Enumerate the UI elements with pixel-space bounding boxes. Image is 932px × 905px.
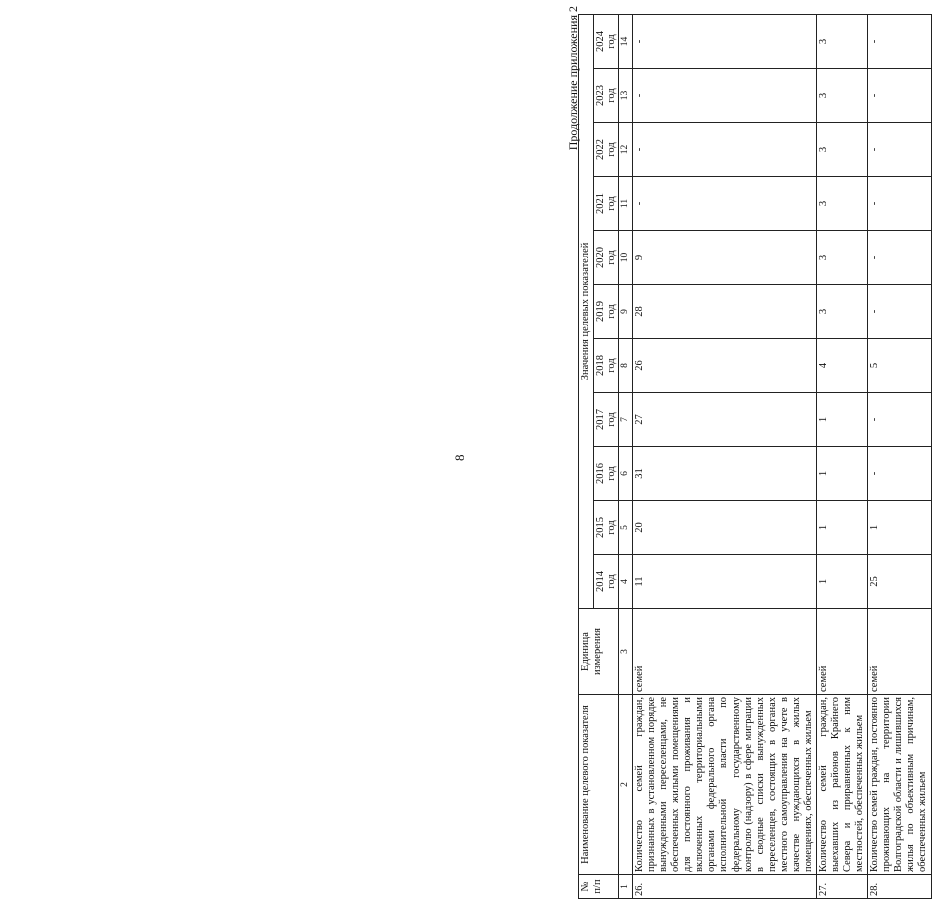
column-index: 2 <box>619 695 633 875</box>
column-index: 1 <box>619 875 633 899</box>
year-value: 2017 <box>595 409 607 430</box>
value-cell: 5 <box>868 339 931 393</box>
value-cell: 1 <box>816 393 867 447</box>
year-value: 2019 <box>595 301 607 322</box>
value-cell: - <box>868 231 931 285</box>
value-cell: 3 <box>816 123 867 177</box>
value-cell: 3 <box>816 177 867 231</box>
value-cell: - <box>868 177 931 231</box>
value-cell: 4 <box>816 339 867 393</box>
value-cell: - <box>633 69 817 123</box>
value-cell: 1 <box>816 555 867 609</box>
value-cell: 11 <box>633 555 817 609</box>
value-cell: - <box>868 123 931 177</box>
value-cell: 1 <box>816 447 867 501</box>
year-header <box>594 231 619 285</box>
header-values-group: Значения целевых показателей <box>579 14 594 608</box>
value-cell: - <box>633 14 817 68</box>
indicator-name: Количество семей граждан, признанных в установленном порядке вынужденными переселенцами, не обеспеченных жилыми помещениями для постоянного проживания и включенных территориальными органами федерального органа исполнительной власти по федеральному государственному контролю (надзору) в сфере миграции в сводные списки вынужденных переселенцев, состоящих в органах местного самоуправления на учете в качестве нуждающихся в жилых помещениях, обеспеченных жильем <box>633 695 817 875</box>
value-cell: 3 <box>816 231 867 285</box>
year-header <box>594 69 619 123</box>
value-cell: - <box>868 447 931 501</box>
year-suffix: год <box>606 358 618 373</box>
year-suffix: год <box>606 574 618 589</box>
year-value: 2022 <box>595 139 607 160</box>
column-index-row <box>619 14 633 898</box>
indicators-table <box>578 14 932 899</box>
year-value: 2016 <box>595 463 607 484</box>
column-index: 7 <box>619 393 633 447</box>
value-cell: 1 <box>816 501 867 555</box>
value-cell: 3 <box>816 69 867 123</box>
year-value: 2023 <box>595 85 607 106</box>
value-cell: 28 <box>633 285 817 339</box>
year-suffix: год <box>606 34 618 49</box>
value-cell: 9 <box>633 231 817 285</box>
column-index: 10 <box>619 231 633 285</box>
year-suffix: год <box>606 196 618 211</box>
unit-cell: семей <box>633 609 817 695</box>
row-number: 28. <box>868 875 931 899</box>
table-row <box>633 14 817 898</box>
year-suffix: год <box>606 88 618 103</box>
header-unit: Единица измерения <box>579 609 619 695</box>
year-value: 2021 <box>595 193 607 214</box>
header-name: Наименование целевого показателя <box>579 695 619 875</box>
value-cell: - <box>633 177 817 231</box>
column-index: 14 <box>619 14 633 68</box>
value-cell: 26 <box>633 339 817 393</box>
row-number: 27. <box>816 875 867 899</box>
value-cell: 3 <box>816 14 867 68</box>
value-cell: 31 <box>633 447 817 501</box>
table-row <box>868 14 931 898</box>
value-cell: 27 <box>633 393 817 447</box>
year-suffix: год <box>606 250 618 265</box>
year-header <box>594 393 619 447</box>
column-index: 13 <box>619 69 633 123</box>
value-cell: - <box>868 14 931 68</box>
column-index: 5 <box>619 501 633 555</box>
year-suffix: год <box>606 304 618 319</box>
year-value: 2024 <box>595 30 607 52</box>
value-cell: 25 <box>868 555 931 609</box>
year-value: 2015 <box>595 517 607 538</box>
year-header <box>594 501 619 555</box>
year-header <box>594 447 619 501</box>
column-index: 4 <box>619 555 633 609</box>
unit-cell: семей <box>816 609 867 695</box>
year-suffix: год <box>606 520 618 535</box>
year-header <box>594 177 619 231</box>
year-suffix: год <box>606 142 618 157</box>
column-index: 9 <box>619 285 633 339</box>
value-cell: - <box>868 69 931 123</box>
column-index: 12 <box>619 123 633 177</box>
table-row <box>816 14 867 898</box>
year-header <box>594 555 619 609</box>
value-cell: 20 <box>633 501 817 555</box>
value-cell: 1 <box>868 501 931 555</box>
indicator-name: Количество семей граждан, выехавших из районов Крайнего Севера и приравненных к ним местностей, обеспеченных жильем <box>816 695 867 875</box>
value-cell: - <box>868 285 931 339</box>
year-suffix: год <box>606 412 618 427</box>
page-number: 8 <box>452 454 467 461</box>
year-value: 2018 <box>595 355 607 376</box>
table-body <box>633 14 932 898</box>
year-header <box>594 339 619 393</box>
unit-cell: семей <box>868 609 931 695</box>
column-index: 6 <box>619 447 633 501</box>
year-header <box>594 123 619 177</box>
column-index: 3 <box>619 609 633 695</box>
column-index: 8 <box>619 339 633 393</box>
year-header <box>594 14 619 68</box>
year-header <box>594 285 619 339</box>
column-index: 11 <box>619 177 633 231</box>
header-no: № п/п <box>579 875 619 899</box>
value-cell: - <box>633 123 817 177</box>
indicator-name: Количество семей граждан, постоянно проживающих на территории Волгоградской области и лишившихся жилья по объективным причинам, обеспеченных жильем <box>868 695 931 875</box>
row-number: 26. <box>633 875 817 899</box>
value-cell: - <box>868 393 931 447</box>
value-cell: 3 <box>816 285 867 339</box>
continuation-note: Продолжение приложения 2 <box>566 6 580 151</box>
year-value: 2014 <box>595 571 607 592</box>
year-value: 2020 <box>595 247 607 268</box>
year-suffix: год <box>606 466 618 481</box>
